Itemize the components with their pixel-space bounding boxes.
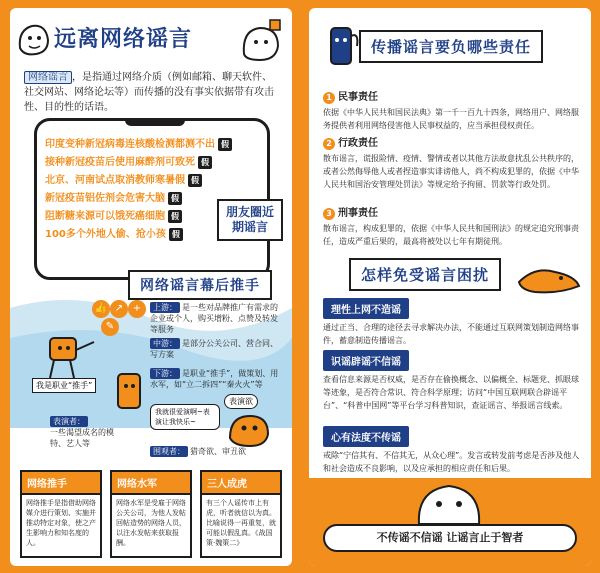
item-body: 散布谣言，构成犯罪的，依据《中华人民共和国刑法》的规定追究刑事责任，造成严重后果的，最高将被处以七年有期徒刑。	[323, 224, 579, 246]
upstream-block	[150, 302, 282, 335]
downstream-tag: 下游：	[150, 368, 180, 379]
viewer-character-icon	[224, 408, 274, 450]
rumor-item: 接种新冠疫苗后使用麻醉剂可致死 假	[45, 153, 212, 169]
intro-body: ，是指通过网络介质（例如邮箱、聊天软件、社交网站、网络论坛等）而传播的没有事实依据带有攻击性、目的性的话语。	[24, 72, 274, 113]
section-body: 查看信息来源是否权威，是否存在偷换概念、以偏概全、标题党、抓眼球等迹象，是否符合常识、符合科学原理；访问“中国互联网联合辟谣平台”、“科普中国网”等平台学习科普知识，查证谣言、举报谣言线索。	[323, 375, 579, 410]
section-body: 戒除“宁信其有、不信其无，从众心理”。发言或转发前考虑是否涉及他人和社会造成不良影响，以及应承担的相应责任和后果。	[323, 451, 580, 473]
rumor-item: 阻断糖来源可以饿死癌细胞 假	[45, 207, 182, 223]
box-three-tigers	[200, 470, 282, 558]
section-head: 心有法度不传谣	[323, 426, 409, 447]
intro-keyword: 网络谣言	[24, 71, 72, 84]
upstream-tag: 上游：	[150, 302, 180, 313]
viewer-text: 猎奇欲、审丑欲	[190, 447, 246, 456]
intro-text	[24, 70, 280, 115]
section-rational	[323, 298, 581, 347]
lying-mascot-icon	[515, 262, 583, 296]
left-panel	[10, 8, 292, 566]
viewer-bubble: 我就很爱演啊~表演让我快乐~	[150, 404, 220, 430]
friend-circle-label: 朋友圈近期谣言	[217, 199, 283, 241]
pusher-bubble: 我是职业“推手”	[32, 378, 96, 393]
box-title: 三人成虎	[202, 472, 280, 495]
fake-badge: 假	[198, 156, 212, 169]
actor-badge: 表演欲	[224, 394, 258, 409]
item-body: 依据《中华人民共和国民法典》第一千一百九十四条，网络用户、网络服务提供者利用网络侵害他人民事权益的，应当承担侵权责任。	[323, 108, 579, 130]
fake-badge: 假	[168, 192, 182, 205]
responsibility-title: 传播谣言要负哪些责任	[359, 30, 543, 63]
upstream-text: 是一些对品牌推广有需求的企业或个人，购买增粉、点赞及转发等服务	[150, 303, 278, 334]
avoid-rumor-title: 怎样免受谣言困扰	[349, 258, 501, 291]
section-law	[323, 426, 581, 475]
add-user-icon: +	[128, 300, 146, 318]
civil-liability	[323, 88, 581, 132]
administrative-liability	[323, 134, 581, 191]
section-head: 识谣辟谣不信谣	[323, 350, 409, 371]
viewer-tag: 围观者：	[150, 446, 188, 457]
fake-badge: 假	[188, 174, 202, 187]
box-title: 网络水军	[112, 472, 190, 495]
downstream-text: 是职业“推手”，做策划、用水军，如“立二拆四”“秦火火”等	[150, 369, 279, 389]
item-body: 散布谣言，谎报险情、疫情、警情或者以其他方法故意扰乱公共秩序的，或者公然侮辱他人或者捏造事实诽谤他人，尚不构成犯罪的，依据《中华人民共和国治安管理处罚法》等规定给予拘留、罚款等行政处罚。	[323, 154, 579, 189]
midstream-tag: 中游：	[150, 338, 180, 349]
character-left-icon	[14, 18, 52, 58]
footer	[309, 478, 591, 566]
fake-badge: 假	[218, 138, 232, 151]
rumor-item: 印度变种新冠病毒连核酸检测都测不出 假	[45, 135, 232, 151]
midstream-text: 是部分公关公司、营合同、写方案	[150, 339, 278, 359]
fake-badge: 假	[169, 228, 183, 241]
midstream-block	[150, 338, 282, 360]
actor-tag: 表演者：	[50, 416, 88, 427]
behind-title: 网络谣言幕后推手	[128, 270, 272, 300]
phone-mockup	[34, 118, 274, 280]
box-title: 网络推手	[22, 472, 100, 495]
number-badge: 2	[323, 138, 335, 150]
box-water-army	[110, 470, 192, 558]
section-head: 理性上网不造谣	[323, 298, 409, 319]
downstream-block	[150, 368, 282, 390]
rumor-item: 新冠疫苗铝佐剂会危害大脑 假	[45, 189, 182, 205]
viewer-block	[150, 446, 290, 457]
rumor-item: 100多个外地人偷、抢小孩 假	[45, 225, 183, 241]
phone-mascot-icon	[323, 22, 363, 72]
rumor-item: 北京、河南试点取消教师寒暑假 假	[45, 171, 202, 187]
phone-figure-icon	[114, 370, 144, 412]
number-badge: 3	[323, 208, 335, 220]
fake-badge: 假	[168, 210, 182, 223]
item-head: 刑事责任	[338, 208, 378, 219]
share-icon: ↗	[110, 300, 128, 318]
box-text: 网络水军是受雇于网络公关公司，为他人发帖回帖造势的网络人员，以注水发帖来获取报酬。	[116, 499, 186, 547]
footer-character-icon	[399, 476, 499, 526]
item-head: 行政责任	[338, 138, 378, 149]
box-text: 网络推手是指借助网络媒介进行策划、实施并推动特定对象，使之产生影响力和知名度的人。	[26, 499, 96, 547]
box-network-pusher	[20, 470, 102, 558]
actor-text: 一些渴望成名的模特、艺人等	[50, 428, 114, 448]
item-head: 民事责任	[338, 92, 378, 103]
section-body: 通过正当、合理的途径去寻求解决办法，不能通过互联网策划制造网络事件，蓄意制造传播谣言。	[323, 323, 579, 345]
actor-block	[50, 416, 120, 449]
right-panel	[309, 8, 591, 566]
footer-slogan: 不传谣不信谣 让谣言止于智者	[323, 524, 577, 552]
thumbs-up-icon: 👍	[92, 300, 110, 318]
character-right-icon	[236, 18, 284, 64]
comment-icon: ✎	[101, 318, 119, 336]
page-title: 远离网络谣言	[54, 27, 193, 52]
phone-notch	[125, 118, 185, 126]
pusher-character-icon	[40, 328, 100, 382]
criminal-liability	[323, 204, 581, 248]
box-text: 有三个人谣传市上有虎，听者就信以为真。比喻说得一再重复，就可能以假乱真。《战国策·魏策二》	[206, 499, 276, 547]
number-badge: 1	[323, 92, 335, 104]
section-identify	[323, 350, 581, 412]
